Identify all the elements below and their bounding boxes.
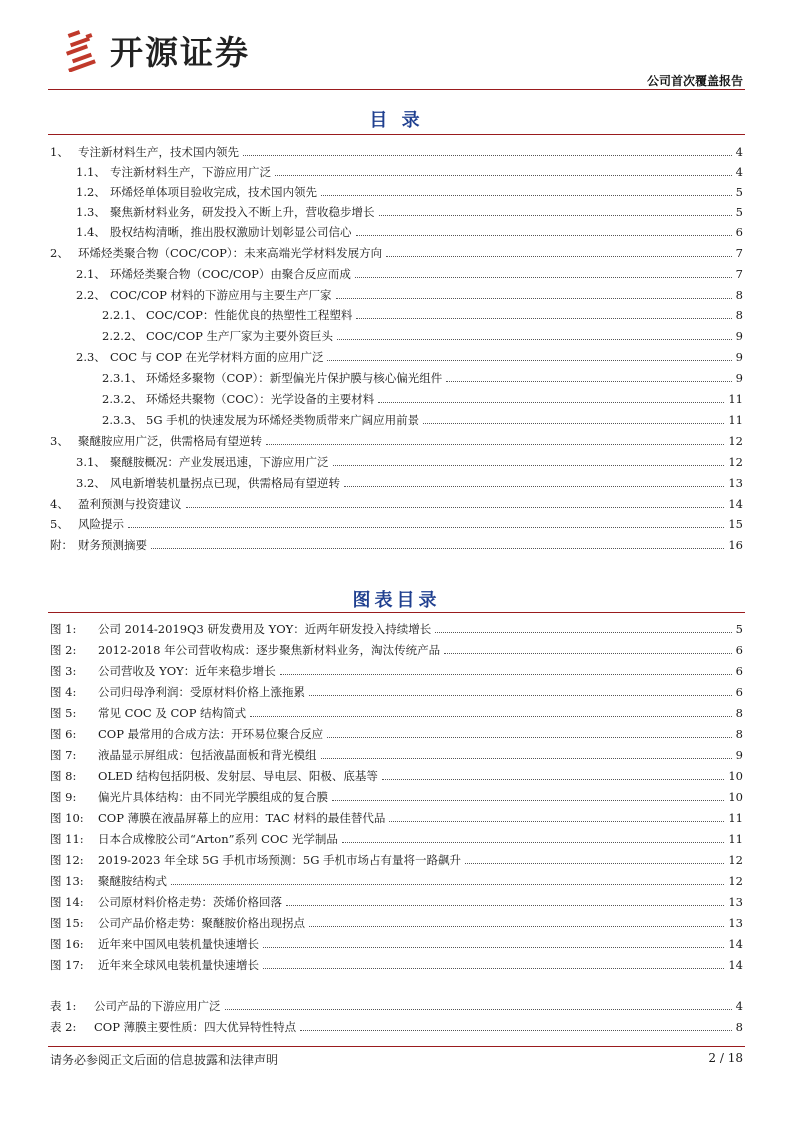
toc-entry[interactable] xyxy=(0,724,793,744)
dot-leader xyxy=(332,800,724,801)
entry-number: 5、 xyxy=(50,517,69,531)
entry-number: 4、 xyxy=(50,497,69,511)
entry-page: 9 xyxy=(735,371,743,385)
entry-number: 表 2: xyxy=(50,1020,77,1034)
entry-page: 8 xyxy=(735,288,743,302)
dot-leader xyxy=(128,527,724,528)
entry-title: 日本合成橡胶公司“Arton”系列 COC 光学制品 xyxy=(98,832,338,846)
entry-page: 13 xyxy=(728,895,743,909)
entry-page: 4 xyxy=(735,999,743,1013)
entry-number: 1、 xyxy=(50,145,69,159)
toc-entry[interactable] xyxy=(0,494,793,514)
entry-number: 图 14: xyxy=(50,895,84,909)
dot-leader xyxy=(225,1009,732,1010)
footer-rule xyxy=(48,1046,745,1047)
entry-page: 11 xyxy=(728,832,743,846)
dot-leader xyxy=(186,507,725,508)
entry-number: 图 13: xyxy=(50,874,84,888)
entry-title: 专注新材料生产，下游应用广泛 xyxy=(110,165,271,179)
entry-page: 6 xyxy=(735,225,743,239)
entry-page: 10 xyxy=(728,769,743,783)
toc-entry[interactable] xyxy=(0,913,793,933)
dot-leader xyxy=(266,444,724,445)
entry-number: 图 11: xyxy=(50,832,84,846)
entry-page: 13 xyxy=(728,916,743,930)
toc-entry[interactable] xyxy=(0,473,793,493)
toc-entry[interactable] xyxy=(0,808,793,828)
entry-title: COP 最常用的合成方法：开环易位聚合反应 xyxy=(98,727,324,741)
entry-title: 近年来中国风电装机量快速增长 xyxy=(98,937,259,951)
entry-number: 图 3: xyxy=(50,664,77,678)
dot-leader xyxy=(386,256,732,257)
entry-title: 环烯烃共聚物（COC）：光学设备的主要材料 xyxy=(146,392,375,406)
dot-leader xyxy=(263,947,724,948)
entry-page: 9 xyxy=(735,350,743,364)
entry-number: 2.2.1、 xyxy=(102,308,143,322)
brand-logo xyxy=(64,27,250,73)
toc-entry[interactable] xyxy=(0,766,793,786)
entry-title: 财务预测摘要 xyxy=(78,538,147,552)
entry-number: 2.2、 xyxy=(76,288,106,302)
entry-page: 8 xyxy=(735,727,743,741)
entry-page: 12 xyxy=(728,434,743,448)
entry-title: 公司营收及 YOY：近年来稳步增长 xyxy=(98,664,276,678)
entry-title: 盈利预测与投资建议 xyxy=(78,497,182,511)
entry-number: 图 1: xyxy=(50,622,77,636)
toc-entry[interactable] xyxy=(0,305,793,325)
entry-title: 环烯烃多聚物（COP）：新型偏光片保护膜与核心偏光组件 xyxy=(146,371,443,385)
toc-entry[interactable] xyxy=(0,202,793,222)
figures-title: 图表目录 xyxy=(352,590,441,611)
entry-title: COP 薄膜主要性质：四大优异特性特点 xyxy=(94,1020,297,1034)
toc-entry[interactable] xyxy=(0,431,793,451)
dot-leader xyxy=(243,155,732,156)
entry-page: 7 xyxy=(735,267,743,281)
toc-entry[interactable] xyxy=(0,892,793,912)
dot-leader xyxy=(356,318,731,319)
entry-title: 聚醚胺结构式 xyxy=(98,874,167,888)
entry-number: 1.3、 xyxy=(76,205,106,219)
dot-leader xyxy=(435,632,731,633)
dot-leader xyxy=(171,884,724,885)
entry-page: 14 xyxy=(728,937,743,951)
entry-title: 2012-2018 年公司营收构成：逐步聚焦新材料业务，淘汰传统产品 xyxy=(98,643,441,657)
entry-title: 公司产品价格走势：聚醚胺价格出现拐点 xyxy=(98,916,305,930)
toc-entry[interactable] xyxy=(0,955,793,975)
entry-title: 公司 2014-2019Q3 研发费用及 YOY：近两年研发投入持续增长 xyxy=(98,622,432,636)
toc-entry[interactable] xyxy=(0,682,793,702)
dot-leader xyxy=(389,821,724,822)
toc-entry[interactable] xyxy=(0,285,793,305)
toc-entry[interactable] xyxy=(0,347,793,367)
entry-title: 聚醚胺概况：产业发展迅速，下游应用广泛 xyxy=(110,455,329,469)
entry-title: 常见 COC 及 COP 结构简式 xyxy=(98,706,247,720)
toc-entry[interactable] xyxy=(0,243,793,263)
toc-entry[interactable] xyxy=(0,410,793,430)
entry-page: 6 xyxy=(735,643,743,657)
toc-entry[interactable] xyxy=(0,661,793,681)
dot-leader xyxy=(309,695,732,696)
toc-title: 目 录 xyxy=(369,110,424,131)
entry-page: 11 xyxy=(728,811,743,825)
entry-page: 11 xyxy=(728,413,743,427)
entry-number: 图 15: xyxy=(50,916,84,930)
dot-leader xyxy=(344,486,724,487)
dot-leader xyxy=(321,195,732,196)
dot-leader xyxy=(444,653,732,654)
dot-leader xyxy=(321,758,732,759)
dot-leader xyxy=(280,674,732,675)
entry-title: 5G 手机的快速发展为环烯烃类物质带来广阔应用前景 xyxy=(146,413,420,427)
entry-number: 3、 xyxy=(50,434,69,448)
entry-title: 专注新材料生产，技术国内领先 xyxy=(78,145,239,159)
dot-leader xyxy=(250,716,732,717)
dot-leader xyxy=(342,842,725,843)
entry-number: 2.3.2、 xyxy=(102,392,143,406)
entry-number: 2、 xyxy=(50,246,69,260)
entry-page: 11 xyxy=(728,392,743,406)
toc-entry[interactable] xyxy=(0,452,793,472)
dot-leader xyxy=(446,381,731,382)
entry-page: 8 xyxy=(735,308,743,322)
entry-number: 图 12: xyxy=(50,853,84,867)
entry-title: COC/COP 材料的下游应用与主要生产厂家 xyxy=(110,288,332,302)
entry-number: 图 4: xyxy=(50,685,77,699)
entry-title: 风电新增装机量拐点已现，供需格局有望逆转 xyxy=(110,476,340,490)
entry-page: 5 xyxy=(735,185,743,199)
toc-entry[interactable] xyxy=(0,326,793,346)
dot-leader xyxy=(327,360,731,361)
dot-leader xyxy=(263,968,724,969)
entry-title: OLED 结构包括阴极、发射层、导电层、阳极、底基等 xyxy=(98,769,378,783)
toc-entry[interactable] xyxy=(0,745,793,765)
entry-title: 环烯烃类聚合物（COC/COP）由聚合反应而成 xyxy=(110,267,351,281)
entry-number: 2.3.1、 xyxy=(102,371,143,385)
entry-page: 4 xyxy=(735,165,743,179)
dot-leader xyxy=(275,175,732,176)
entry-page: 10 xyxy=(728,790,743,804)
dot-leader xyxy=(286,905,724,906)
logo-mark-icon xyxy=(64,28,102,72)
entry-title: COC/COP 生产厂家为主要外资巨头 xyxy=(146,329,334,343)
entry-title: 环烯烃单体项目验收完成，技术国内领先 xyxy=(110,185,317,199)
entry-number: 图 9: xyxy=(50,790,77,804)
dot-leader xyxy=(336,298,732,299)
entry-number: 图 16: xyxy=(50,937,84,951)
page-number: 2 / 18 xyxy=(708,1051,743,1065)
toc-entry[interactable] xyxy=(0,640,793,660)
entry-number: 1.1、 xyxy=(76,165,106,179)
toc-entry[interactable] xyxy=(0,619,793,639)
toc-entry[interactable] xyxy=(0,787,793,807)
dot-leader xyxy=(356,235,732,236)
entry-number: 2.1、 xyxy=(76,267,106,281)
toc-entry[interactable] xyxy=(0,871,793,891)
entry-number: 图 7: xyxy=(50,748,77,762)
dot-leader xyxy=(327,737,732,738)
dot-leader xyxy=(379,215,732,216)
entry-number: 图 10: xyxy=(50,811,84,825)
entry-page: 14 xyxy=(728,497,743,511)
entry-number: 3.2、 xyxy=(76,476,106,490)
entry-page: 16 xyxy=(728,538,743,552)
entry-title: 近年来全球风电装机量快速增长 xyxy=(98,958,259,972)
dot-leader xyxy=(465,863,724,864)
entry-page: 12 xyxy=(728,455,743,469)
entry-number: 附： xyxy=(50,538,73,552)
dot-leader xyxy=(309,926,724,927)
entry-title: COC/COP：性能优良的热塑性工程塑料 xyxy=(146,308,353,322)
entry-number: 2.2.2、 xyxy=(102,329,143,343)
toc-entry[interactable] xyxy=(0,162,793,182)
dot-leader xyxy=(333,465,725,466)
toc-entry[interactable] xyxy=(0,1017,793,1037)
entry-title: 公司归母净利润：受原材料价格上涨拖累 xyxy=(98,685,305,699)
entry-page: 7 xyxy=(735,246,743,260)
toc-entry[interactable] xyxy=(0,535,793,555)
dot-leader xyxy=(151,548,724,549)
toc-entry[interactable] xyxy=(0,182,793,202)
entry-number: 图 5: xyxy=(50,706,77,720)
toc-entry[interactable] xyxy=(0,829,793,849)
entry-page: 9 xyxy=(735,748,743,762)
entry-number: 1.4、 xyxy=(76,225,106,239)
entry-page: 4 xyxy=(735,145,743,159)
entry-title: 公司产品的下游应用广泛 xyxy=(94,999,221,1013)
entry-page: 12 xyxy=(728,874,743,888)
toc-entry[interactable] xyxy=(0,850,793,870)
toc-entry[interactable] xyxy=(0,389,793,409)
entry-page: 14 xyxy=(728,958,743,972)
figures-title-rule xyxy=(48,612,745,613)
entry-title: 2019-2023 年全球 5G 手机市场预测：5G 手机市场占有量将一路飙升 xyxy=(98,853,462,867)
entry-title: COC 与 COP 在光学材料方面的应用广泛 xyxy=(110,350,324,364)
toc-entry[interactable] xyxy=(0,142,793,162)
entry-page: 12 xyxy=(728,853,743,867)
entry-number: 图 6: xyxy=(50,727,77,741)
entry-title: 偏光片具体结构：由不同光学膜组成的复合膜 xyxy=(98,790,328,804)
entry-title: 公司原材料价格走势：茨烯价格回落 xyxy=(98,895,282,909)
entry-title: 聚焦新材料业务，研发投入不断上升，营收稳步增长 xyxy=(110,205,375,219)
toc-entry[interactable] xyxy=(0,368,793,388)
entry-number: 1.2、 xyxy=(76,185,106,199)
entry-title: 股权结构清晰，推出股权激励计划彰显公司信心 xyxy=(110,225,352,239)
entry-page: 5 xyxy=(735,205,743,219)
toc-entry[interactable] xyxy=(0,996,793,1016)
entry-number: 2.3.3、 xyxy=(102,413,143,427)
report-type: 公司首次覆盖报告 xyxy=(646,74,743,88)
entry-number: 图 2: xyxy=(50,643,77,657)
dot-leader xyxy=(378,402,724,403)
entry-page: 6 xyxy=(735,685,743,699)
entry-page: 13 xyxy=(728,476,743,490)
dot-leader xyxy=(337,339,732,340)
dot-leader xyxy=(300,1030,732,1031)
entry-page: 8 xyxy=(735,1020,743,1034)
toc-entry[interactable] xyxy=(0,222,793,242)
entry-page: 9 xyxy=(735,329,743,343)
brand-name: 开源证券 xyxy=(110,32,250,72)
entry-title: 聚醚胺应用广泛，供需格局有望逆转 xyxy=(78,434,262,448)
toc-entry[interactable] xyxy=(0,703,793,723)
toc-entry[interactable] xyxy=(0,264,793,284)
entry-number: 图 8: xyxy=(50,769,77,783)
header-rule xyxy=(48,89,745,90)
toc-title-rule xyxy=(48,134,745,135)
dot-leader xyxy=(382,779,725,780)
entry-number: 表 1: xyxy=(50,999,77,1013)
entry-title: 环烯烃类聚合物（COC/COP）：未来高端光学材料发展方向 xyxy=(78,246,383,260)
dot-leader xyxy=(423,423,724,424)
entry-page: 8 xyxy=(735,706,743,720)
entry-page: 6 xyxy=(735,664,743,678)
entry-number: 2.3、 xyxy=(76,350,106,364)
footer-disclaimer: 请务必参阅正文后面的信息披露和法律声明 xyxy=(50,1053,279,1067)
entry-number: 3.1、 xyxy=(76,455,106,469)
dot-leader xyxy=(355,277,732,278)
entry-title: 风险提示 xyxy=(78,517,124,531)
entry-number: 图 17: xyxy=(50,958,84,972)
toc-entry[interactable] xyxy=(0,934,793,954)
entry-page: 5 xyxy=(735,622,743,636)
entry-page: 15 xyxy=(728,517,743,531)
toc-entry[interactable] xyxy=(0,514,793,534)
entry-title: COP 薄膜在液晶屏幕上的应用：TAC 材料的最佳替代品 xyxy=(98,811,386,825)
entry-title: 液晶显示屏组成：包括液晶面板和背光模组 xyxy=(98,748,317,762)
